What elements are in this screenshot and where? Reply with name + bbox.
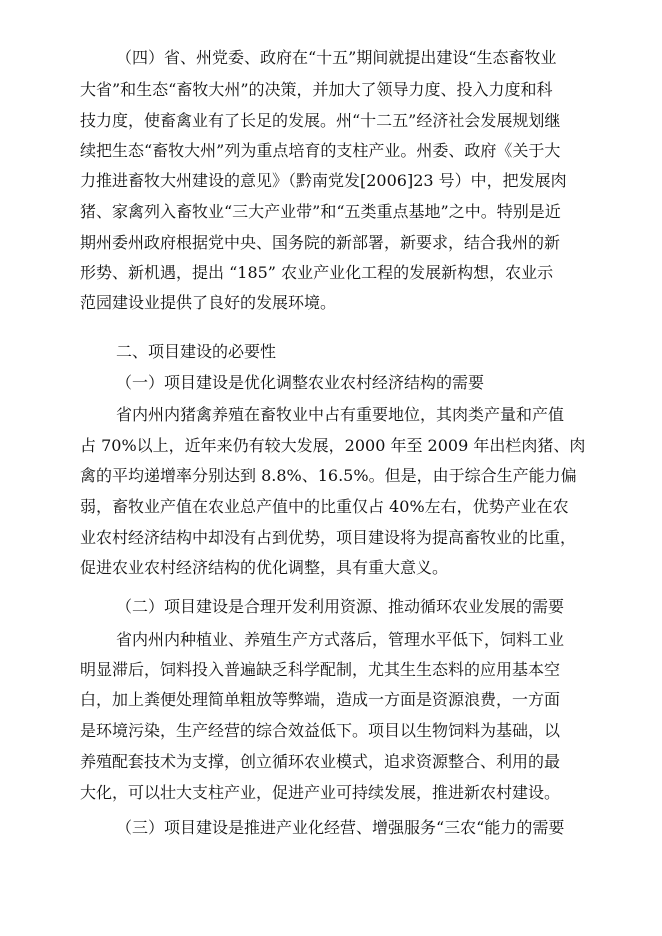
- text-line: 养殖配套技术为支撑，创立循环农业模式，追求资源整合、利用的最: [80, 752, 561, 771]
- text-line: 期州委州政府根据党中央、国务院的新部署，新要求，结合我州的新: [80, 233, 561, 252]
- text-line: 占 70%以上，近年来仍有较大发展，2000 年至 2009 年出栏肉猪、肉: [80, 436, 586, 455]
- text-line: 大省”和生态“畜牧大州”的决策，并加大了领导力度、投入力度和科: [80, 80, 553, 99]
- text-line: 范园建设业提供了良好的发展环境。: [80, 293, 337, 312]
- subsection-heading: （二）项目建设是合理开发利用资源、推动循环农业发展的需要: [116, 597, 565, 616]
- text-line: 力推进畜牧大州建设的意见》（黔南党发[2006]23 号）中，把发展肉: [80, 171, 567, 190]
- text-line: 形势、新机遇，提出 “185” 农业产业化工程的发展新构想，农业示: [80, 263, 554, 282]
- text-line: 促进农业农村经济结构的优化调整，具有重大意义。: [80, 558, 449, 577]
- text-line: 猪、家禽列入畜牧业“三大产业带”和“五类重点基地”之中。特别是近: [80, 202, 561, 221]
- section-heading: 二、项目建设的必要性: [116, 342, 277, 361]
- text-line: （四）省、州党委、政府在“十五”期间就提出建设“生态畜牧业: [116, 48, 557, 67]
- text-line: 省内州内种植业、养殖生产方式落后，管理水平低下，饲料工业: [116, 630, 565, 649]
- text-line: 弱，畜牧业产值在农业总产值中的比重仅占 40%左右，优势产业在农: [80, 497, 569, 516]
- text-line: 禽的平均递增率分别达到 8.8%、16.5%。但是，由于综合生产能力偏: [80, 466, 577, 485]
- text-line: 续把生态“畜牧大州”列为重点培育的支柱产业。州委、政府《关于大: [80, 141, 561, 160]
- subsection-heading: （三）项目建设是推进产业化经营、增强服务“三农“能力的需要: [116, 818, 565, 837]
- text-line: 业农村经济结构中却没有占到优势，项目建设将为提高畜牧业的比重，: [80, 528, 577, 547]
- text-line: 技力度，使畜禽业有了长足的发展。州“十二五”经济社会发展规划继: [80, 111, 561, 130]
- text-line: 白，加上粪便处理简单粗放等弊端，造成一方面是资源浪费，一方面: [80, 690, 561, 709]
- subsection-heading: （一）项目建设是优化调整农业农村经济结构的需要: [116, 373, 485, 392]
- text-line: 省内州内猪禽养殖在畜牧业中占有重要地位，其肉类产量和产值: [116, 405, 565, 424]
- text-line: 是环境污染，生产经营的综合效益低下。项目以生物饲料为基础，以: [80, 721, 561, 740]
- text-line: 明显滞后，饲料投入普遍缺乏科学配制，尤其生生态料的应用基本空: [80, 660, 561, 679]
- text-line: 大化，可以壮大支柱产业，促进产业可持续发展，推进新农村建设。: [80, 783, 561, 802]
